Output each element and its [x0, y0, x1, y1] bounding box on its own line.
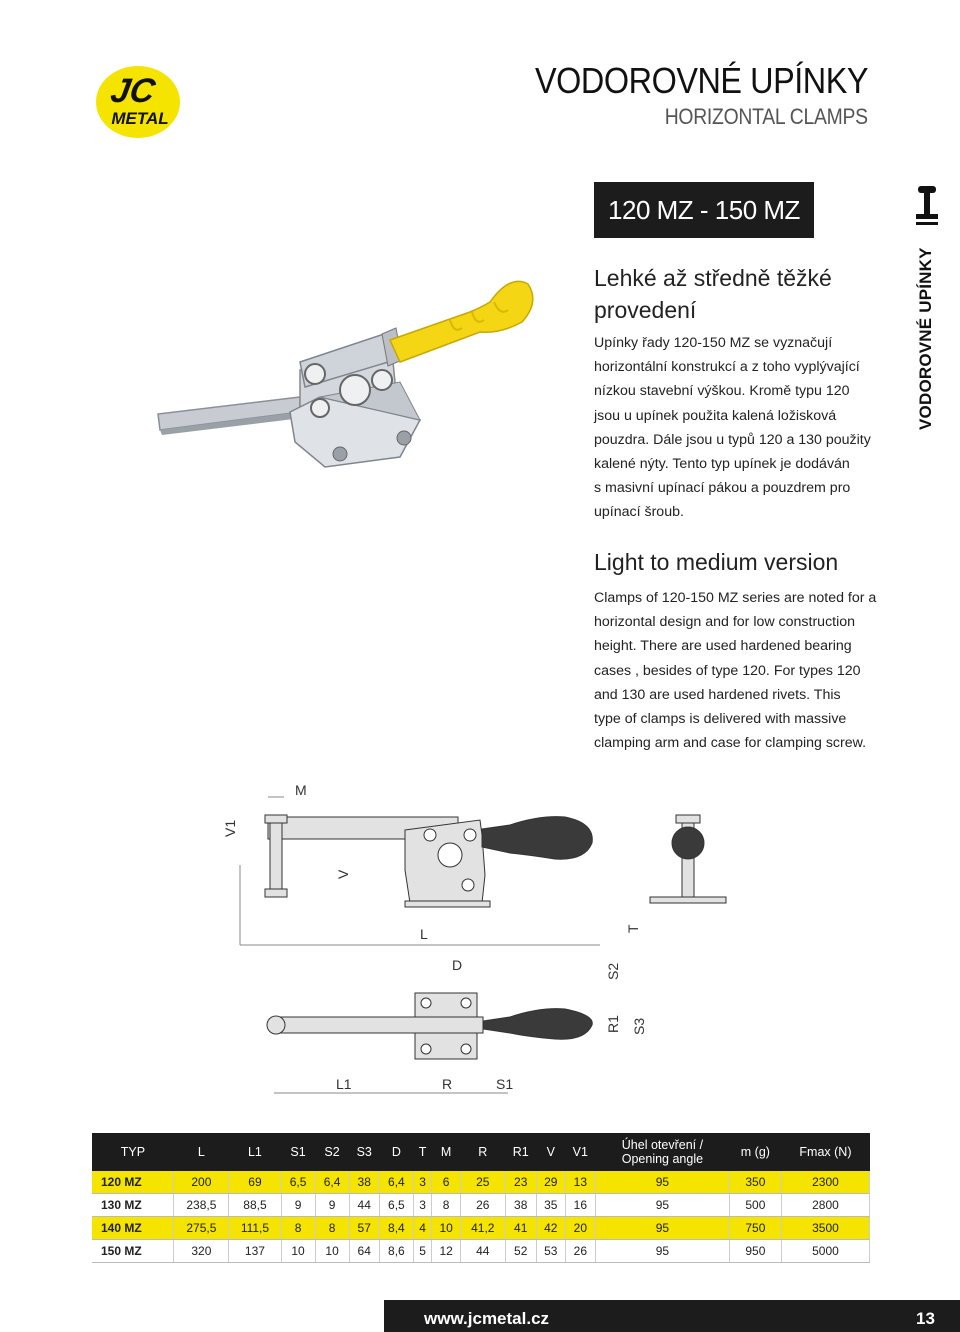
table-cell: 23 [505, 1171, 536, 1194]
table-cell: 95 [595, 1240, 729, 1263]
table-cell: 9 [315, 1194, 349, 1217]
table-cell: 44 [461, 1240, 506, 1263]
table-cell: 6,4 [315, 1171, 349, 1194]
dim-label-m: M [295, 782, 307, 798]
table-cell: 2800 [781, 1194, 869, 1217]
table-cell: 13 [565, 1171, 595, 1194]
table-cell: 29 [536, 1171, 565, 1194]
dim-label-r: R [442, 1076, 453, 1092]
col-header: V [536, 1133, 565, 1171]
text-line: Clamps of 120-150 MZ series are noted for a [594, 590, 877, 606]
table-cell: 64 [349, 1240, 379, 1263]
czech-heading-line: Lehké až středně těžké [594, 265, 832, 291]
table-cell: 137 [229, 1240, 281, 1263]
text-line: pouzdra. Dále jsou u typů 120 a 130 použity [594, 431, 871, 448]
table-cell: 3500 [781, 1217, 869, 1240]
col-header: m (g) [729, 1133, 781, 1171]
dim-label-t: T [625, 924, 641, 933]
text-line: kalené nýty. Tento typ upínek je dodáván [594, 456, 850, 473]
text-line: nízkou stavební výškou. Kromě typu 120 [594, 383, 850, 400]
table-cell: 12 [432, 1240, 461, 1263]
table-cell: 111,5 [229, 1217, 281, 1240]
table-row [92, 1194, 870, 1217]
svg-text:METAL: METAL [111, 109, 169, 128]
table-row [92, 1240, 870, 1263]
col-header: Fmax (N) [781, 1133, 869, 1171]
product-photo [150, 262, 540, 477]
table-cell: 320 [174, 1240, 229, 1263]
english-heading: Light to medium version [594, 549, 839, 575]
col-header: S3 [349, 1133, 379, 1171]
dim-label-s3: S3 [631, 1017, 647, 1035]
table-cell: 41 [505, 1217, 536, 1240]
col-header: S2 [315, 1133, 349, 1171]
table-cell: 130 MZ [92, 1194, 174, 1217]
dim-label-l: L [420, 926, 428, 942]
table-cell: 5 [413, 1240, 431, 1263]
col-header: TYP [92, 1133, 174, 1171]
table-cell: 42 [536, 1217, 565, 1240]
table-cell: 6 [432, 1171, 461, 1194]
col-header: V1 [565, 1133, 595, 1171]
text-line: jsou u upínek použita kalená ložisková [594, 407, 837, 424]
table-cell: 750 [729, 1217, 781, 1240]
table-cell: 20 [565, 1217, 595, 1240]
czech-heading-line: provedení [594, 297, 697, 323]
text-line: height. There are used hardened bearing [594, 638, 852, 655]
page-subtitle: HORIZONTAL CLAMPS [664, 104, 868, 129]
table-cell: 8 [315, 1217, 349, 1240]
table-cell: 500 [729, 1194, 781, 1217]
table-cell: 3 [413, 1171, 431, 1194]
page-title: VODOROVNÉ UPÍNKY [534, 60, 868, 101]
model-range-badge: 120 MZ - 150 MZ [594, 182, 814, 238]
table-cell: 238,5 [174, 1194, 229, 1217]
table-row [92, 1171, 870, 1194]
table-cell: 8 [432, 1194, 461, 1217]
table-cell: 200 [174, 1171, 229, 1194]
col-header-opening-angle [595, 1133, 729, 1171]
dim-label-l1: L1 [336, 1076, 352, 1092]
table-cell: 52 [505, 1240, 536, 1263]
text-line: horizontální konstrukcí a z toho vyplývající [594, 359, 860, 376]
table-cell: 88,5 [229, 1194, 281, 1217]
table-cell: 950 [729, 1240, 781, 1263]
table-cell: 69 [229, 1171, 281, 1194]
specification-table [92, 1133, 870, 1263]
table-cell: 25 [461, 1171, 506, 1194]
table-cell: 26 [461, 1194, 506, 1217]
col-header: R1 [505, 1133, 536, 1171]
table-cell: 38 [349, 1171, 379, 1194]
dim-label-s1: S1 [496, 1076, 514, 1092]
table-cell: 140 MZ [92, 1217, 174, 1240]
table-cell: 2300 [781, 1171, 869, 1194]
dim-label-v1: V1 [222, 819, 238, 837]
table-cell: 350 [729, 1171, 781, 1194]
table-cell: 8 [281, 1217, 315, 1240]
text-line: s masivní upínací pákou a pouzdrem pro [594, 480, 851, 497]
col-header: T [413, 1133, 431, 1171]
table-cell: 95 [595, 1217, 729, 1240]
table-cell: 6,5 [379, 1194, 413, 1217]
dim-label-d: D [452, 957, 463, 973]
czech-heading [594, 262, 832, 326]
czech-description [594, 331, 879, 525]
table-cell: 6,5 [281, 1171, 315, 1194]
table-cell: 95 [595, 1194, 729, 1217]
table-cell: 16 [565, 1194, 595, 1217]
table-cell: 26 [565, 1240, 595, 1263]
table-cell: 10 [281, 1240, 315, 1263]
table-cell: 38 [505, 1194, 536, 1217]
table-cell: 9 [281, 1194, 315, 1217]
table-cell: 35 [536, 1194, 565, 1217]
col-header: R [461, 1133, 506, 1171]
table-cell: 6,4 [379, 1171, 413, 1194]
table-row [92, 1217, 870, 1240]
table-cell: 10 [315, 1240, 349, 1263]
text-line: cases , besides of type 120. For types 120 [594, 662, 861, 679]
dim-label-r1: R1 [605, 1015, 621, 1033]
header-line: Opening angle [621, 1152, 704, 1166]
table-cell: 3 [413, 1194, 431, 1217]
dim-label-v: V [335, 869, 351, 879]
clamp-icon [912, 184, 944, 232]
svg-text:JC: JC [107, 72, 158, 110]
col-header: L1 [229, 1133, 281, 1171]
english-description [594, 586, 879, 755]
table-cell: 275,5 [174, 1217, 229, 1240]
table-cell: 44 [349, 1194, 379, 1217]
page-number: 13 [916, 1309, 935, 1328]
col-header: L [174, 1133, 229, 1171]
table-cell: 5000 [781, 1240, 869, 1263]
table-cell: 41,2 [461, 1217, 506, 1240]
text-line: clamping arm and case for clamping screw. [594, 735, 867, 752]
sidebar-category-label: VODOROVNÉ UPÍNKY [916, 247, 935, 430]
table-cell: 150 MZ [92, 1240, 174, 1263]
text-line: horizontal design and for low construction [594, 614, 856, 631]
text-line: upínací šroub. [594, 504, 684, 521]
col-header: S1 [281, 1133, 315, 1171]
table-header-row [92, 1133, 870, 1171]
footer-website-link[interactable]: www.jcmetal.cz [424, 1309, 550, 1328]
table-cell: 8,6 [379, 1240, 413, 1263]
header-line: Úhel otevření / [621, 1138, 704, 1152]
text-line: type of clamps is delivered with massive [594, 711, 847, 728]
table-cell: 53 [536, 1240, 565, 1263]
table-cell: 8,4 [379, 1217, 413, 1240]
technical-drawing [220, 775, 860, 1105]
text-line: Upínky řady 120-150 MZ se vyznačují [594, 335, 833, 351]
col-header: D [379, 1133, 413, 1171]
table-cell: 10 [432, 1217, 461, 1240]
table-cell: 95 [595, 1171, 729, 1194]
table-cell: 57 [349, 1217, 379, 1240]
col-header: M [432, 1133, 461, 1171]
dim-label-s2: S2 [605, 962, 621, 980]
jc-metal-logo [88, 62, 188, 142]
table-cell: 120 MZ [92, 1171, 174, 1194]
table-cell: 4 [413, 1217, 431, 1240]
text-line: and 130 are used hardened rivets. This [594, 686, 841, 703]
